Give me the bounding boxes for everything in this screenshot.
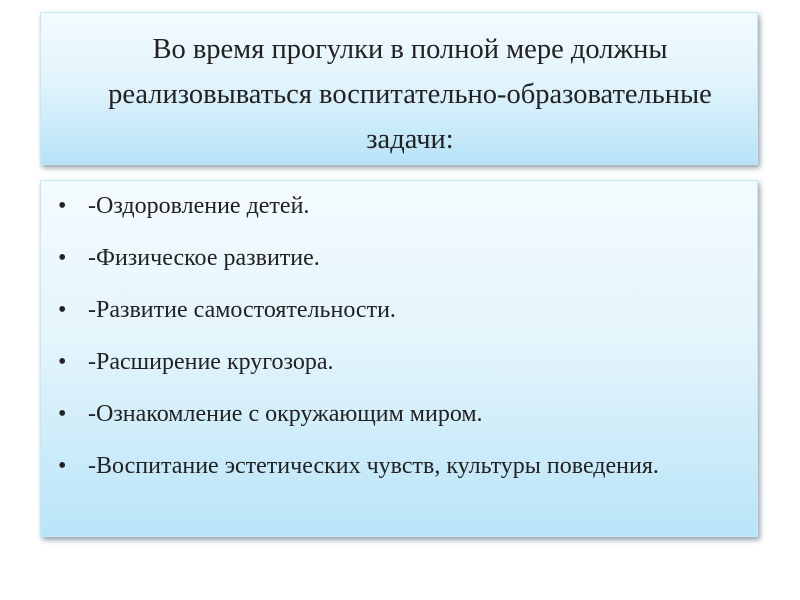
list-item — [41, 188, 757, 225]
list-item — [41, 448, 757, 485]
list-item — [41, 292, 757, 329]
bullet-icon: • — [58, 401, 67, 427]
list-item-text: -Воспитание эстетических чувств, культуры поведения. — [88, 453, 659, 479]
list-item — [41, 396, 757, 433]
bullet-icon: • — [58, 453, 67, 479]
content-box — [40, 180, 758, 537]
bullet-list — [41, 188, 757, 500]
bullet-icon: • — [58, 193, 67, 219]
bullet-icon: • — [58, 349, 67, 375]
list-item-text: -Ознакомление с окружающим миром. — [88, 401, 483, 427]
list-item-text: -Расширение кругозора. — [88, 349, 334, 375]
list-item-text: -Физическое развитие. — [88, 245, 320, 271]
slide-title: Во время прогулки в полной мере должны реализовываться воспитательно-образовательные задачи: — [108, 34, 712, 155]
list-item — [41, 344, 757, 381]
list-item — [41, 240, 757, 277]
bullet-icon: • — [58, 245, 67, 271]
list-item-text: -Оздоровление детей. — [88, 193, 310, 219]
bullet-icon: • — [58, 297, 67, 323]
title-box — [40, 12, 758, 165]
list-item-text: -Развитие самостоятельности. — [88, 297, 396, 323]
